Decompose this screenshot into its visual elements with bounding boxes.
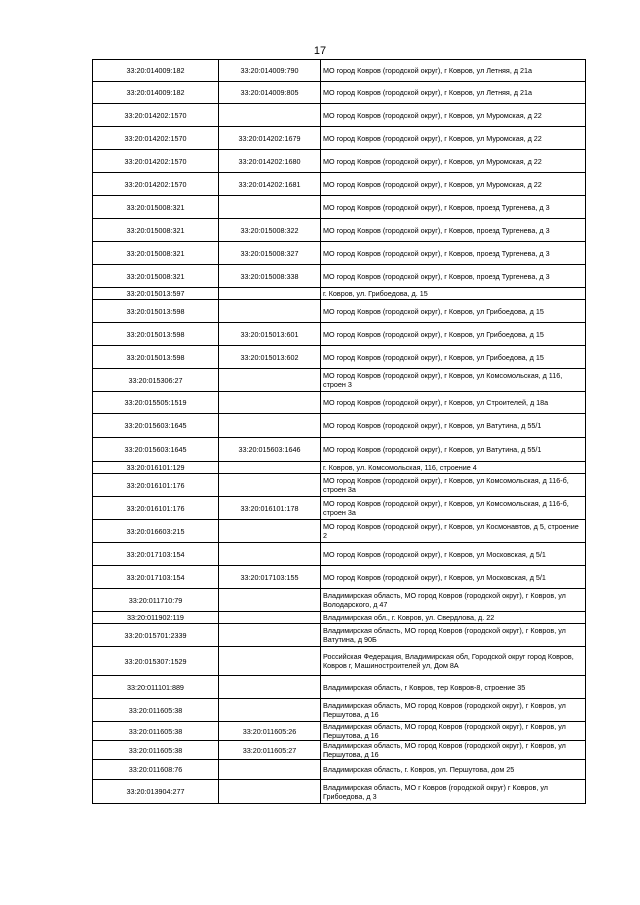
building-number-cell: 33:20:015013:602 bbox=[219, 346, 321, 369]
address-cell: Владимирская область, МО г Ковров (городской округ) г Ковров, ул Грибоедова, д 3 bbox=[321, 780, 586, 804]
parcel-number-cell: 33:20:014202:1570 bbox=[93, 127, 219, 150]
table-row bbox=[93, 173, 586, 196]
table-row bbox=[93, 462, 586, 474]
page-number: 17 bbox=[313, 45, 327, 57]
address-cell: МО город Ковров (городской округ), г Ковров, ул Муромская, д 22 bbox=[321, 173, 586, 196]
parcel-number-cell: 33:20:014009:182 bbox=[93, 82, 219, 104]
building-number-cell bbox=[219, 474, 321, 497]
table-row bbox=[93, 474, 586, 497]
address-cell: МО город Ковров (городской округ), г Ковров, ул Ватутина, д 55/1 bbox=[321, 414, 586, 438]
parcel-number-cell: 33:20:011605:38 bbox=[93, 741, 219, 760]
table-row bbox=[93, 676, 586, 699]
table-row bbox=[93, 722, 586, 741]
parcel-number-cell: 33:20:016101:176 bbox=[93, 497, 219, 520]
cadastral-table bbox=[92, 59, 586, 804]
table-row bbox=[93, 323, 586, 346]
building-number-cell bbox=[219, 520, 321, 543]
building-number-cell bbox=[219, 300, 321, 323]
parcel-number-cell: 33:20:015307:1529 bbox=[93, 647, 219, 676]
address-cell: МО город Ковров (городской округ), г Ковров, ул Ватутина, д 55/1 bbox=[321, 438, 586, 462]
parcel-number-cell: 33:20:015306:27 bbox=[93, 369, 219, 392]
parcel-number-cell: 33:20:014202:1570 bbox=[93, 173, 219, 196]
address-cell: МО город Ковров (городской округ), г Ковров, ул Грибоедова, д 15 bbox=[321, 300, 586, 323]
building-number-cell bbox=[219, 780, 321, 804]
building-number-cell: 33:20:011605:26 bbox=[219, 722, 321, 741]
table-row bbox=[93, 741, 586, 760]
building-number-cell bbox=[219, 196, 321, 219]
building-number-cell bbox=[219, 624, 321, 647]
parcel-number-cell: 33:20:015008:321 bbox=[93, 196, 219, 219]
parcel-number-cell: 33:20:016101:129 bbox=[93, 462, 219, 474]
table-row bbox=[93, 760, 586, 780]
parcel-number-cell: 33:20:011902:119 bbox=[93, 612, 219, 624]
parcel-number-cell: 33:20:015013:598 bbox=[93, 300, 219, 323]
address-cell: МО город Ковров (городской округ), г Ковров, ул Грибоедова, д 15 bbox=[321, 323, 586, 346]
building-number-cell bbox=[219, 392, 321, 414]
cadastral-table-body bbox=[93, 60, 586, 804]
parcel-number-cell: 33:20:011608:76 bbox=[93, 760, 219, 780]
table-row bbox=[93, 288, 586, 300]
table-row bbox=[93, 699, 586, 722]
parcel-number-cell: 33:20:011605:38 bbox=[93, 722, 219, 741]
table-row bbox=[93, 346, 586, 369]
building-number-cell: 33:20:014009:790 bbox=[219, 60, 321, 82]
address-cell: Владимирская область, МО город Ковров (городской округ), г Ковров, ул Володарского, д 47 bbox=[321, 589, 586, 612]
parcel-number-cell: 33:20:015701:2339 bbox=[93, 624, 219, 647]
address-cell: Владимирская область, МО город Ковров (городской округ), г Ковров, ул Ватутина, д 90Б bbox=[321, 624, 586, 647]
address-cell: Российская Федерация, Владимирская обл, Городской округ город Ковров, Ковров г, Машиностроителей ул, Дом 8А bbox=[321, 647, 586, 676]
address-cell: Владимирская область, г Ковров, тер Ковров-8, строение 35 bbox=[321, 676, 586, 699]
table-row bbox=[93, 438, 586, 462]
building-number-cell bbox=[219, 369, 321, 392]
building-number-cell bbox=[219, 414, 321, 438]
address-cell: МО город Ковров (городской округ), г Ковров, ул Муромская, д 22 bbox=[321, 150, 586, 173]
parcel-number-cell: 33:20:013904:277 bbox=[93, 780, 219, 804]
building-number-cell: 33:20:014009:805 bbox=[219, 82, 321, 104]
table-row bbox=[93, 104, 586, 127]
address-cell: г. Ковров, ул. Комсомольская, 116, строение 4 bbox=[321, 462, 586, 474]
building-number-cell: 33:20:015008:322 bbox=[219, 219, 321, 242]
address-cell: МО город Ковров (городской округ), г Ковров, ул Комсомольская, д 116, строен 3 bbox=[321, 369, 586, 392]
building-number-cell bbox=[219, 543, 321, 566]
parcel-number-cell: 33:20:011605:38 bbox=[93, 699, 219, 722]
building-number-cell: 33:20:014202:1680 bbox=[219, 150, 321, 173]
table-row bbox=[93, 589, 586, 612]
address-cell: МО город Ковров (городской округ), г Ковров, проезд Тургенева, д 3 bbox=[321, 219, 586, 242]
building-number-cell: 33:20:011605:27 bbox=[219, 741, 321, 760]
address-cell: МО город Ковров (городской округ), г Ковров, ул Московская, д 5/1 bbox=[321, 543, 586, 566]
parcel-number-cell: 33:20:014202:1570 bbox=[93, 150, 219, 173]
address-cell: МО город Ковров (городской округ), г Ковров, проезд Тургенева, д 3 bbox=[321, 265, 586, 288]
table-row bbox=[93, 392, 586, 414]
table-row bbox=[93, 242, 586, 265]
parcel-number-cell: 33:20:011101:889 bbox=[93, 676, 219, 699]
building-number-cell bbox=[219, 676, 321, 699]
table-row bbox=[93, 150, 586, 173]
table-row bbox=[93, 612, 586, 624]
parcel-number-cell: 33:20:011710:79 bbox=[93, 589, 219, 612]
building-number-cell: 33:20:015008:338 bbox=[219, 265, 321, 288]
table-row bbox=[93, 624, 586, 647]
table-row bbox=[93, 566, 586, 589]
table-row bbox=[93, 219, 586, 242]
address-cell: МО город Ковров (городской округ), г Ковров, ул Летняя, д 21а bbox=[321, 82, 586, 104]
building-number-cell: 33:20:015013:601 bbox=[219, 323, 321, 346]
address-cell: МО город Ковров (городской округ), г Ковров, ул Московская, д 5/1 bbox=[321, 566, 586, 589]
parcel-number-cell: 33:20:015603:1645 bbox=[93, 414, 219, 438]
building-number-cell: 33:20:016101:178 bbox=[219, 497, 321, 520]
building-number-cell bbox=[219, 647, 321, 676]
building-number-cell bbox=[219, 288, 321, 300]
address-cell: МО город Ковров (городской округ), г Ковров, ул Грибоедова, д 15 bbox=[321, 346, 586, 369]
table-row bbox=[93, 265, 586, 288]
parcel-number-cell: 33:20:014202:1570 bbox=[93, 104, 219, 127]
parcel-number-cell: 33:20:015008:321 bbox=[93, 242, 219, 265]
address-cell: МО город Ковров (городской округ), г Ковров, ул Космонавтов, д 5, строение 2 bbox=[321, 520, 586, 543]
address-cell: г. Ковров, ул. Грибоедова, д. 15 bbox=[321, 288, 586, 300]
building-number-cell: 33:20:015008:327 bbox=[219, 242, 321, 265]
address-cell: МО город Ковров (городской округ), г Ковров, ул Летняя, д 21а bbox=[321, 60, 586, 82]
building-number-cell bbox=[219, 589, 321, 612]
parcel-number-cell: 33:20:017103:154 bbox=[93, 543, 219, 566]
parcel-number-cell: 33:20:016603:215 bbox=[93, 520, 219, 543]
building-number-cell bbox=[219, 699, 321, 722]
table-row bbox=[93, 127, 586, 150]
address-cell: МО город Ковров (городской округ), г Ковров, ул Строителей, д 18а bbox=[321, 392, 586, 414]
building-number-cell: 33:20:014202:1681 bbox=[219, 173, 321, 196]
table-row bbox=[93, 300, 586, 323]
table-row bbox=[93, 60, 586, 82]
parcel-number-cell: 33:20:015505:1519 bbox=[93, 392, 219, 414]
address-cell: Владимирская обл., г. Ковров, ул. Свердлова, д. 22 bbox=[321, 612, 586, 624]
table-row bbox=[93, 780, 586, 804]
table-row bbox=[93, 647, 586, 676]
address-cell: МО город Ковров (городской округ), г Ковров, ул Муромская, д 22 bbox=[321, 104, 586, 127]
table-row bbox=[93, 414, 586, 438]
parcel-number-cell: 33:20:015008:321 bbox=[93, 219, 219, 242]
table-row bbox=[93, 543, 586, 566]
table-row bbox=[93, 369, 586, 392]
building-number-cell bbox=[219, 612, 321, 624]
parcel-number-cell: 33:20:015008:321 bbox=[93, 265, 219, 288]
table-row bbox=[93, 196, 586, 219]
parcel-number-cell: 33:20:016101:176 bbox=[93, 474, 219, 497]
parcel-number-cell: 33:20:014009:182 bbox=[93, 60, 219, 82]
parcel-number-cell: 33:20:015013:598 bbox=[93, 346, 219, 369]
building-number-cell bbox=[219, 760, 321, 780]
address-cell: Владимирская область, МО город Ковров (городской округ), г Ковров, ул Першутова, д 16 bbox=[321, 699, 586, 722]
address-cell: Владимирская область, МО город Ковров (городской округ), г Ковров, ул Першутова, д 16 bbox=[321, 722, 586, 741]
parcel-number-cell: 33:20:015603:1645 bbox=[93, 438, 219, 462]
parcel-number-cell: 33:20:015013:598 bbox=[93, 323, 219, 346]
address-cell: МО город Ковров (городской округ), г Ковров, ул Комсомольская, д 116-б, строен 3а bbox=[321, 474, 586, 497]
address-cell: Владимирская область, МО город Ковров (городской округ), г Ковров, ул Першутова, д 16 bbox=[321, 741, 586, 760]
parcel-number-cell: 33:20:015013:597 bbox=[93, 288, 219, 300]
building-number-cell: 33:20:014202:1679 bbox=[219, 127, 321, 150]
address-cell: МО город Ковров (городской округ), г Ковров, ул Муромская, д 22 bbox=[321, 127, 586, 150]
building-number-cell bbox=[219, 462, 321, 474]
parcel-number-cell: 33:20:017103:154 bbox=[93, 566, 219, 589]
address-cell: МО город Ковров (городской округ), г Ковров, проезд Тургенева, д 3 bbox=[321, 196, 586, 219]
building-number-cell bbox=[219, 104, 321, 127]
table-row bbox=[93, 82, 586, 104]
address-cell: Владимирская область, г. Ковров, ул. Першутова, дом 25 bbox=[321, 760, 586, 780]
address-cell: МО город Ковров (городской округ), г Ковров, проезд Тургенева, д 3 bbox=[321, 242, 586, 265]
table-row bbox=[93, 520, 586, 543]
table-row bbox=[93, 497, 586, 520]
address-cell: МО город Ковров (городской округ), г Ковров, ул Комсомольская, д 116-б, строен 3а bbox=[321, 497, 586, 520]
building-number-cell: 33:20:015603:1646 bbox=[219, 438, 321, 462]
building-number-cell: 33:20:017103:155 bbox=[219, 566, 321, 589]
